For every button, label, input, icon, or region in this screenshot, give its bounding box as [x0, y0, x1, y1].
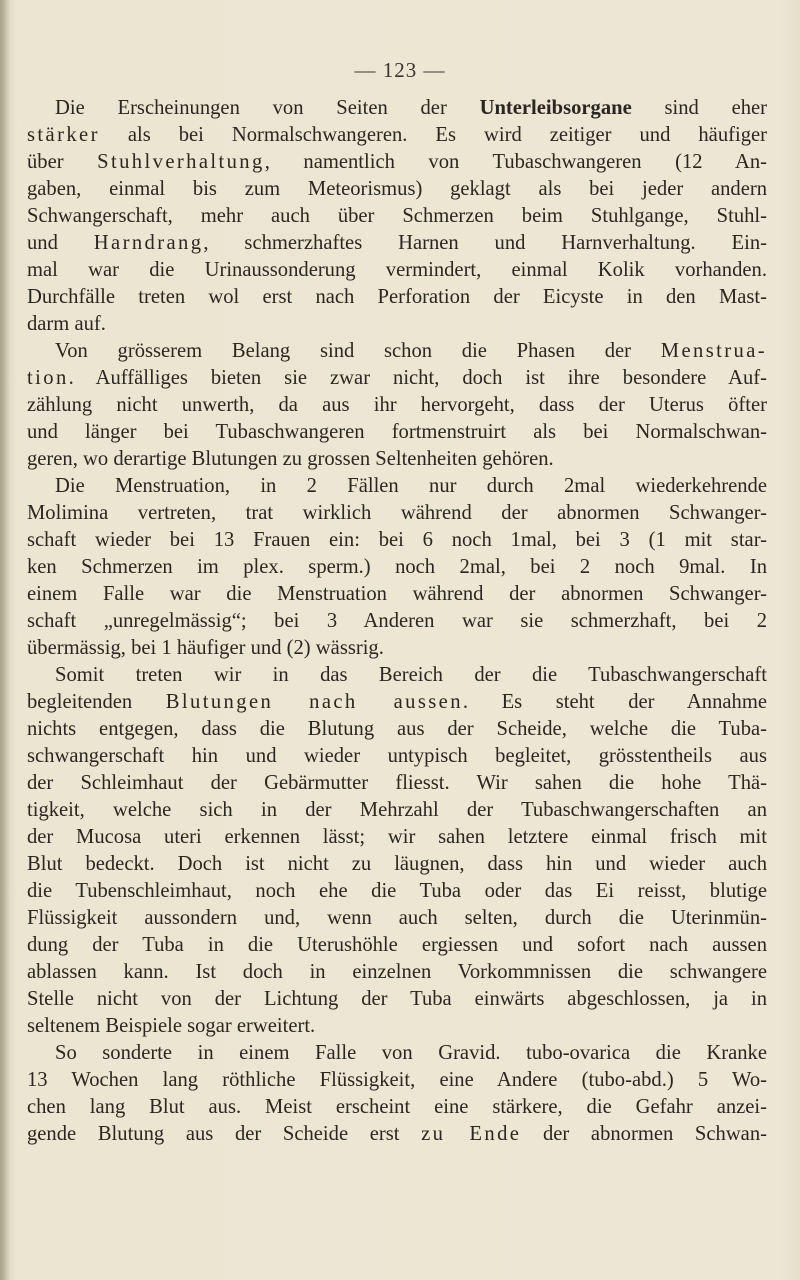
text-segment: der Schleimhaut der Gebärmutter fliesst. Wir sahen die hohe Thä-: [27, 772, 767, 794]
text-segment: 13 Wochen lang röthliche Flüssigkeit, eine Andere (tubo-abd.) 5 Wo-: [27, 1069, 767, 1091]
text-line: [27, 878, 767, 905]
text-segment: dung der Tuba in die Uterushöhle ergiessen und sofort nach aussen: [27, 934, 767, 956]
text-line: [27, 959, 767, 986]
text-segment: über: [27, 151, 98, 173]
text-segment: Schwangerschaft, mehr auch über Schmerzen beim Stuhlgange, Stuhl-: [27, 205, 767, 227]
text-line: [27, 797, 767, 824]
text-line: [27, 932, 767, 959]
text-line: [27, 338, 767, 365]
text-line: [27, 311, 767, 338]
text-segment: chen lang Blut aus. Meist erscheint eine stärkere, die Gefahr anzei-: [27, 1096, 767, 1118]
text-segment: schwangerschaft hin und wieder untypisch begleitet, grösstentheils aus: [27, 745, 767, 767]
text-line: [27, 392, 767, 419]
text-segment: tigkeit, welche sich in der Mehrzahl der Tubaschwangerschaften an: [27, 799, 767, 821]
text-segment: als bei Normalschwangeren. Es wird zeitiger und häufiger: [99, 124, 767, 146]
text-line: [27, 1040, 767, 1067]
text-line: [27, 1013, 767, 1040]
text-line: [27, 473, 767, 500]
emphasized-text: Stuhlverhaltung: [97, 151, 265, 173]
text-line: [27, 905, 767, 932]
text-segment: Stelle nicht von der Lichtung der Tuba einwärts abgeschlossen, ja in: [27, 988, 767, 1010]
text-line: [27, 365, 767, 392]
text-line: [27, 446, 767, 473]
bold-text: Unterleibsorgane: [479, 97, 632, 119]
text-line: [27, 527, 767, 554]
text-segment: der abnormen Schwan-: [521, 1123, 767, 1145]
text-segment: gaben, einmal bis zum Meteorismus) geklagt als bei jeder andern: [27, 178, 767, 200]
binding-shadow: [0, 0, 10, 1280]
text-line: [27, 986, 767, 1013]
text-segment: So sonderte in einem Falle von Gravid. tubo-ovarica die Kranke: [55, 1042, 767, 1064]
text-segment: , schmerzhaftes Harnen und Harnverhaltung. Ein-: [203, 232, 767, 254]
text-line: [27, 1067, 767, 1094]
text-segment: geren, wo derartige Blutungen zu grossen Seltenheiten gehören.: [27, 448, 554, 470]
emphasized-text: zu Ende: [421, 1123, 522, 1145]
text-line: [27, 500, 767, 527]
text-segment: Flüssigkeit aussondern und, wenn auch selten, durch die Uterinmün-: [27, 907, 767, 929]
text-line: [27, 284, 767, 311]
text-line: [27, 149, 767, 176]
text-segment: seltenem Beispiele sogar erweitert.: [27, 1015, 316, 1037]
emphasized-text: Menstrua-: [660, 340, 767, 362]
text-line: [27, 203, 767, 230]
text-line: [27, 95, 767, 122]
emphasized-text: Blutungen nach aussen: [165, 691, 463, 713]
emphasized-text: Harndrang: [93, 232, 204, 254]
body-text: [27, 95, 767, 1148]
text-line: [27, 824, 767, 851]
text-segment: übermässig, bei 1 häufiger und (2) wässrig.: [27, 637, 384, 659]
text-line: [27, 419, 767, 446]
text-segment: einem Falle war die Menstruation während der abnormen Schwanger-: [27, 583, 767, 605]
text-segment: . Auffälliges bieten sie zwar nicht, doch ist ihre besondere Auf-: [68, 367, 767, 389]
text-segment: begleitenden: [27, 691, 166, 713]
text-line: [27, 851, 767, 878]
text-segment: und: [27, 232, 94, 254]
text-line: [27, 770, 767, 797]
text-segment: Blut bedeckt. Doch ist nicht zu läugnen, dass hin und wieder auch: [27, 853, 767, 875]
text-segment: Molimina vertreten, trat wirklich während der abnormen Schwanger-: [27, 502, 767, 524]
emphasized-text: tion: [27, 367, 69, 389]
text-line: [27, 257, 767, 284]
text-line: [27, 689, 767, 716]
text-segment: schaft wieder bei 13 Frauen ein: bei 6 noch 1mal, bei 3 (1 mit star-: [27, 529, 767, 551]
text-segment: schaft „unregelmässig“; bei 3 Anderen war sie schmerzhaft, bei 2: [27, 610, 767, 632]
text-line: [27, 1121, 767, 1148]
text-segment: ablassen kann. Ist doch in einzelnen Vorkommnissen die schwangere: [27, 961, 767, 983]
text-segment: und länger bei Tubaschwangeren fortmenstruirt als bei Normalschwan-: [27, 421, 767, 443]
emphasized-text: stärker: [27, 124, 100, 146]
text-segment: mal war die Urinaussonderung vermindert, einmal Kolik vorhanden.: [27, 259, 767, 281]
text-segment: Die Menstruation, in 2 Fällen nur durch 2mal wiederkehrende: [55, 475, 767, 497]
text-line: [27, 1094, 767, 1121]
text-line: [27, 662, 767, 689]
page-number: — 123 —: [354, 58, 446, 82]
text-segment: Durchfälle treten wol erst nach Perforation der Eicyste in den Mast-: [27, 286, 767, 308]
text-segment: der Mucosa uteri erkennen lässt; wir sahen letztere einmal frisch mit: [27, 826, 767, 848]
text-segment: Somit treten wir in das Bereich der die Tubaschwangerschaft: [55, 664, 767, 686]
text-segment: ken Schmerzen im plex. sperm.) noch 2mal, bei 2 noch 9mal. In: [27, 556, 767, 578]
text-segment: zählung nicht unwerth, da aus ihr hervorgeht, dass der Uterus öfter: [27, 394, 767, 416]
text-line: [27, 122, 767, 149]
text-segment: , namentlich von Tubaschwangeren (12 An-: [264, 151, 767, 173]
text-line: [27, 716, 767, 743]
text-line: [27, 230, 767, 257]
text-segment: sind eher: [631, 97, 767, 119]
text-segment: die Tubenschleimhaut, noch ehe die Tuba oder das Ei reisst, blutige: [27, 880, 767, 902]
text-segment: darm auf.: [27, 313, 106, 335]
text-segment: nichts entgegen, dass die Blutung aus der Scheide, welche die Tuba-: [27, 718, 767, 740]
text-segment: Von grösserem Belang sind schon die Phasen der: [55, 340, 661, 362]
text-line: [27, 554, 767, 581]
text-line: [27, 635, 767, 662]
text-line: [27, 176, 767, 203]
text-line: [27, 581, 767, 608]
text-segment: gende Blutung aus der Scheide erst: [27, 1123, 422, 1145]
text-line: [27, 743, 767, 770]
text-segment: . Es steht der Annahme: [462, 691, 767, 713]
text-line: [27, 608, 767, 635]
text-segment: Die Erscheinungen von Seiten der: [55, 97, 480, 119]
